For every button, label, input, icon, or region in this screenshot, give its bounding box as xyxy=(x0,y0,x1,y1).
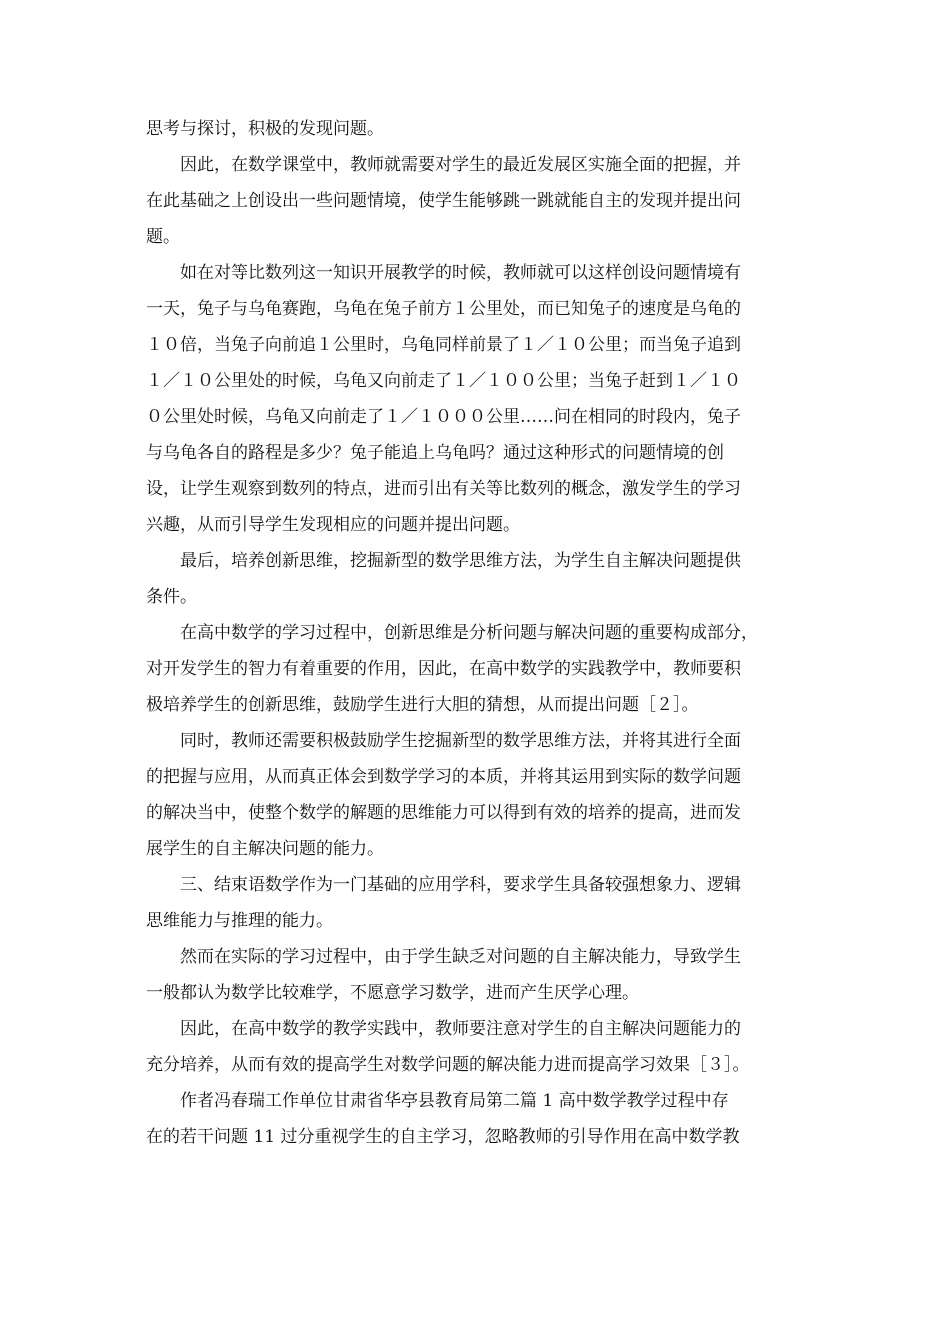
text-line: 作者冯春瑞工作单位甘肃省华亭县教育局第二篇 1 高中数学教学过程中存 xyxy=(180,1091,729,1111)
text-line: 的解决当中，使整个数学的解题的思维能力可以得到有效的培养的提高，进而发 xyxy=(146,803,741,823)
text-line: 展学生的自主解决问题的能力。 xyxy=(146,839,384,859)
text-line: 然而在实际的学习过程中，由于学生缺乏对问题的自主解决能力，导致学生 xyxy=(180,947,741,967)
text-line: 一天，兔子与乌龟赛跑，乌龟在兔子前方１公里处，而已知兔子的速度是乌龟的 xyxy=(146,299,741,319)
text-line: 设，让学生观察到数列的特点，进而引出有关等比数列的概念，激发学生的学习 xyxy=(146,479,741,499)
text-line: 因此，在高中数学的教学实践中，教师要注意对学生的自主解决问题能力的 xyxy=(180,1019,741,1039)
text-line: 题。 xyxy=(146,227,180,247)
text-line: １０倍，当兔子向前追１公里时，乌龟同样前景了１／１０公里；而当兔子追到 xyxy=(146,335,741,355)
text-line: 的把握与应用，从而真正体会到数学学习的本质，并将其运用到实际的数学问题 xyxy=(146,767,741,787)
text-line: 如在对等比数列这一知识开展教学的时候，教师就可以这样创设问题情境有 xyxy=(180,263,741,283)
text-line: 条件。 xyxy=(146,587,197,607)
text-line: 兴趣，从而引导学生发现相应的问题并提出问题。 xyxy=(146,515,520,535)
text-line: 最后，培养创新思维，挖掘新型的数学思维方法，为学生自主解决问题提供 xyxy=(180,551,741,571)
text-line: 思维能力与推理的能力。 xyxy=(146,911,333,931)
text-line: 在高中数学的学习过程中，创新思维是分析问题与解决问题的重要构成部分， xyxy=(180,623,758,643)
text-line: ０公里处时候，乌龟又向前走了１／１０００公里……问在相同的时段内，兔子 xyxy=(146,407,741,427)
document-body xyxy=(146,111,810,1155)
text-line: １／１０公里处的时候，乌龟又向前走了１／１００公里；当兔子赶到１／１０ xyxy=(146,371,741,391)
text-line: 思考与探讨，积极的发现问题。 xyxy=(146,119,384,139)
text-line: 在此基础之上创设出一些问题情境，使学生能够跳一跳就能自主的发现并提出问 xyxy=(146,191,741,211)
text-line: 与乌龟各自的路程是多少？兔子能追上乌龟吗？通过这种形式的问题情境的创 xyxy=(146,443,724,463)
text-line: 充分培养，从而有效的提高学生对数学问题的解决能力进而提高学习效果［３］。 xyxy=(146,1055,750,1075)
text-line: 同时，教师还需要积极鼓励学生挖掘新型的数学思维方法，并将其进行全面 xyxy=(180,731,741,751)
text-line: 因此，在数学课堂中，教师就需要对学生的最近发展区实施全面的把握，并 xyxy=(180,155,741,175)
text-line: 极培养学生的创新思维，鼓励学生进行大胆的猜想，从而提出问题［２］。 xyxy=(146,695,699,715)
text-line: 对开发学生的智力有着重要的作用，因此，在高中数学的实践教学中，教师要积 xyxy=(146,659,741,679)
text-line: 在的若干问题 11 过分重视学生的自主学习，忽略教师的引导作用在高中数学教 xyxy=(146,1127,740,1147)
text-line: 三、结束语数学作为一门基础的应用学科，要求学生具备较强想象力、逻辑 xyxy=(180,875,741,895)
text-line: 一般都认为数学比较难学，不愿意学习数学，进而产生厌学心理。 xyxy=(146,983,639,1003)
